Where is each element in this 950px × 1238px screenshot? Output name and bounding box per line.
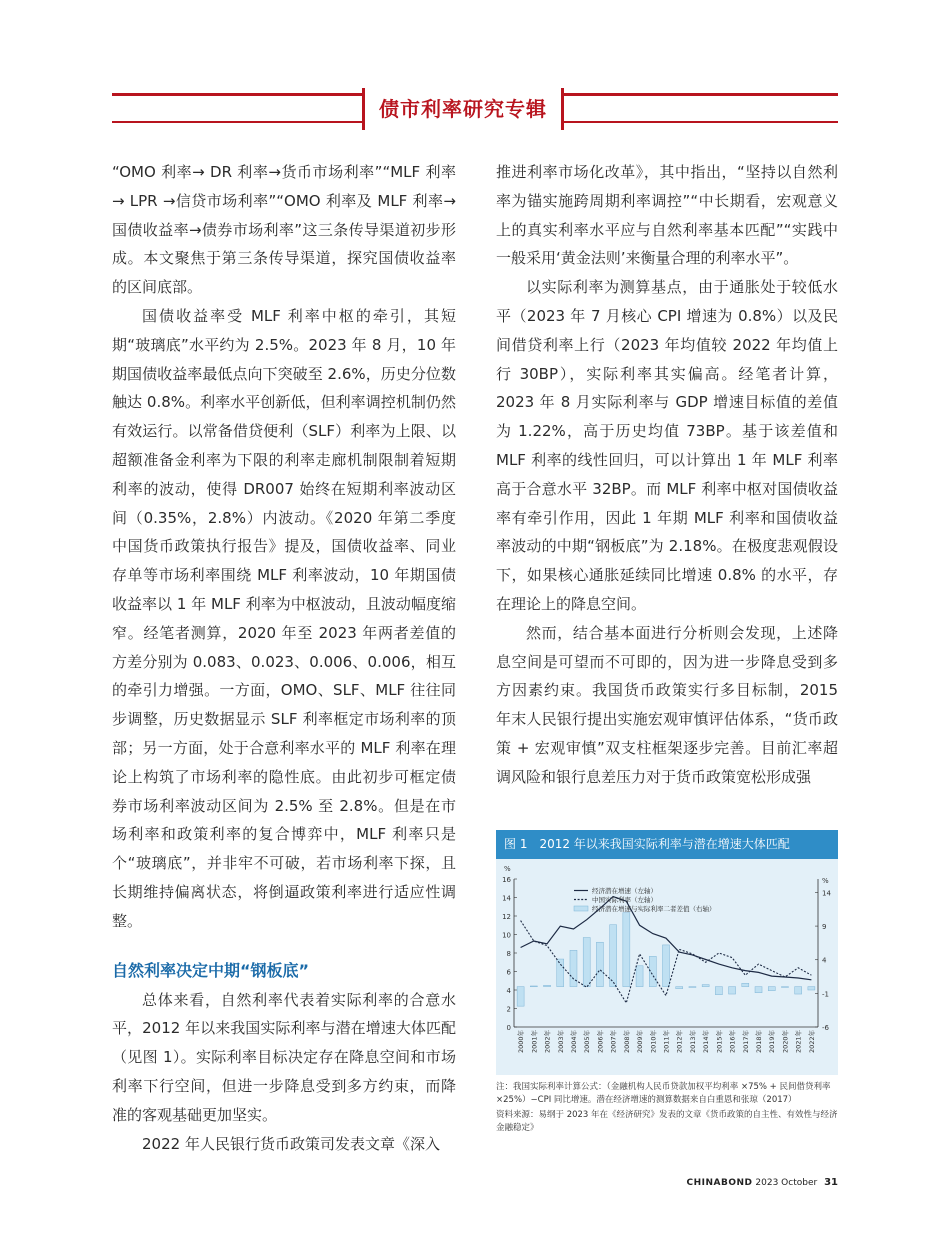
x-tick-label: 2009年 [636, 1030, 645, 1054]
figure-1 [496, 830, 838, 1135]
difference-bar [570, 950, 577, 986]
x-tick-label: 2013年 [688, 1030, 697, 1054]
left-tick-label: 2 [506, 1005, 511, 1014]
legend-swatch-bar [574, 906, 588, 911]
x-tick-label: 2021年 [794, 1030, 803, 1054]
difference-bar [530, 986, 537, 987]
x-tick-label: 2016年 [728, 1030, 737, 1054]
x-tick-label: 2022年 [807, 1030, 816, 1054]
difference-bar [715, 987, 722, 995]
left-tick-label: 16 [502, 876, 511, 884]
left-tick-label: 4 [506, 987, 511, 995]
paragraph: “OMO 利率→ DR 利率→货币市场利率”“MLF 利率→ LPR →信贷市场利率”“OMO 利率及 MLF 利率→国债收益率→债券市场利率”这三条传导渠道初步形成。本文聚焦于第三条传导渠道，探究国债收益率的区间底部。 [112, 163, 456, 297]
x-tick-label: 2004年 [569, 1030, 578, 1054]
right-tick-label: 4 [822, 956, 827, 965]
difference-bar [768, 987, 775, 991]
figure-title: 图 1 2012 年以来我国实际利率与潜在增速大体匹配 [496, 830, 838, 859]
right-column [496, 158, 838, 792]
left-tick-label: 12 [502, 913, 511, 921]
legend-label: 中国实际利率（左轴） [592, 896, 657, 904]
x-tick-label: 2008年 [622, 1030, 631, 1054]
footer-year: 2023 [755, 1178, 779, 1188]
right-tick-label: 14 [822, 889, 831, 898]
x-tick-label: 2018年 [755, 1030, 764, 1054]
x-tick-label: 2001年 [530, 1030, 539, 1054]
legend-label: 经济潜在增速（左轴） [592, 887, 657, 895]
footer-brand: CHINABOND [686, 1178, 753, 1188]
figure-note: 注：我国实际利率计算公式：（金融机构人民币贷款加权平均利率 ×75% + 民间借贷利率 ×25%）−CPI 同比增速。潜在经济增速的测算数据来自白重恩和张琼（2017） [496, 1082, 831, 1105]
right-tick-label: -1 [822, 990, 829, 999]
difference-bar [808, 987, 815, 990]
difference-bar [742, 983, 749, 986]
x-tick-label: 2012年 [675, 1030, 684, 1054]
x-tick-label: 2011年 [662, 1030, 671, 1054]
x-tick-label: 2017年 [741, 1030, 750, 1054]
x-tick-label: 2019年 [768, 1030, 777, 1054]
difference-bar [596, 942, 603, 986]
x-tick-label: 2010年 [649, 1030, 658, 1054]
difference-bar [517, 987, 524, 1007]
difference-bar [729, 987, 736, 994]
section-heading: 自然利率决定中期“钢板底” [112, 960, 310, 980]
right-tick-label: -6 [822, 1024, 829, 1032]
footer-month: October [781, 1178, 818, 1188]
x-tick-label: 2005年 [583, 1030, 592, 1054]
left-axis-unit: % [504, 865, 511, 873]
x-tick-label: 2020年 [781, 1030, 790, 1054]
left-tick-label: 10 [502, 931, 511, 940]
legend-label: 经济潜在增速与实际利率二者差值（右轴） [592, 905, 716, 913]
difference-bar [649, 956, 656, 986]
difference-bar [636, 966, 643, 987]
difference-bar [610, 925, 617, 987]
paragraph: 总体来看，自然利率代表着实际利率的合意水平，2012 年以来我国实际利率与潜在增速大体匹配（见图 1）。实际利率目标决定存在降息空间和市场利率下行空间，但进一步降息受到多方约束，而降准的客观基础更加坚实。 [112, 990, 456, 1124]
x-tick-label: 2000年 [517, 1030, 526, 1054]
x-tick-label: 2003年 [556, 1030, 565, 1054]
figure-source: 资料来源：易纲于 2023 年在《经济研究》发表的文章《货币政策的自主性、有效性与经济金融稳定》 [496, 1110, 838, 1133]
x-tick-label: 2015年 [715, 1030, 724, 1054]
right-axis-unit: % [822, 877, 829, 885]
x-tick-label: 2014年 [702, 1030, 711, 1054]
left-tick-label: 8 [506, 950, 511, 958]
difference-bar [544, 985, 551, 986]
difference-bar [676, 987, 683, 989]
x-tick-label: 2007年 [609, 1030, 618, 1054]
page-footer [687, 1177, 838, 1188]
left-column [112, 158, 456, 1158]
page-number: 31 [824, 1177, 838, 1188]
right-tick-label: 9 [822, 923, 827, 932]
left-tick-label: 0 [506, 1024, 511, 1032]
difference-bar [702, 985, 709, 987]
difference-bar [623, 913, 630, 987]
paragraph: 2022 年人民银行货币政策司发表文章《深入 [142, 1134, 440, 1153]
paragraph: 然而，结合基本面进行分析则会发现，上述降息空间是可望而不可即的，因为进一步降息受到多方因素约束。我国货币政策实行多目标制，2015 年末人民银行提出实施宏观审慎评估体系，“货币政策 + 宏观审慎”双支柱框架逐步完善。目前汇率超调风险和银行息差压力对于货币政策宽松形成强 [496, 623, 838, 786]
difference-bar [583, 938, 590, 987]
chart-svg [496, 859, 838, 1075]
chart-area [496, 859, 838, 1075]
x-tick-label: 2002年 [543, 1030, 552, 1054]
paragraph: 国债收益率受 MLF 利率中枢的牵引，其短期“玻璃底”水平约为 2.5%。2023 年 8 月，10 年期国债收益率最低点向下突破至 2.6%，历史分位数触达 0.8%。利率水平创新低，但利率调控机制仍然有效运行。以常备借贷便利（SLF）利率为上限、以超额准备金利率为下限的利率走廊机制限制着短期利率的波动，使得 DR007 始终在短期利率波动区间（0.35%，2.8%）内波动。《2020 年第二季度中国货币政策执行报告》提及，国债收益率、同业存单等市场利率围绕 MLF 利率波动，10 年期国债收益率以 1 年 MLF 利率为中枢波动，且波动幅度缩窄。经笔者测算，2020 年至 2023 年两者差值的方差分别为 0.083、0.023、0.006、0.006，相互的牵引力增强。一方面，OMO、SLF、MLF 往往同步调整，历史数据显示 SLF 利率框定市场利率的顶部；另一方面，处于合意利率水平的 MLF 利率在理论上构筑了市场利率的隐性底。由此初步可框定债券市场利率波动区间为 2.5% 至 2.8%。但是在市场利率和政策利率的复合博弈中，MLF 利率只是个“玻璃底”，并非牢不可破，若市场利率下探，且长期维持偏离状态，将倒逼政策利率进行适应性调整。 [112, 306, 456, 930]
difference-bar [755, 987, 762, 993]
left-tick-label: 6 [506, 968, 511, 977]
left-tick-label: 14 [502, 894, 511, 903]
paragraph: 以实际利率为测算基点，由于通胀处于较低水平（2023 年 7 月核心 CPI 增速为 0.8%）以及民间借贷利率上行（2023 年均值较 2022 年均值上行 30BP），实际利率其实偏高。经笔者计算，2023 年 8 月实际利率与 GDP 增速目标值的差值为 1.22%，高于历史均值 73BP。基于该差值和 MLF 利率的线性回归，可以计算出 1 年 MLF 利率高于合意水平 32BP。而 MLF 利率中枢对国债收益率有牵引作用，因此 1 年期 MLF 利率和国债收益率波动的中期“钢板底”为 2.18%。在极度悲观假设下，如果核心通胀延续同比增速 0.8% 的水平，存在理论上的降息空间。 [496, 278, 838, 613]
difference-bar [781, 987, 788, 988]
x-tick-label: 2006年 [596, 1030, 605, 1054]
difference-bar [663, 945, 670, 987]
difference-bar [557, 959, 564, 987]
difference-bar [795, 987, 802, 994]
section-title: 债市利率研究专辑 [379, 97, 547, 121]
paragraph: 推进利率市场化改革》，其中指出，“坚持以自然利率为锚实施跨周期利率调控”“中长期看，宏观意义上的真实利率水平应与自然利率基本匹配”“实践中一般采用‘黄金法则’来衡量合理的利率水平”。 [496, 163, 838, 268]
difference-bar [689, 987, 696, 988]
